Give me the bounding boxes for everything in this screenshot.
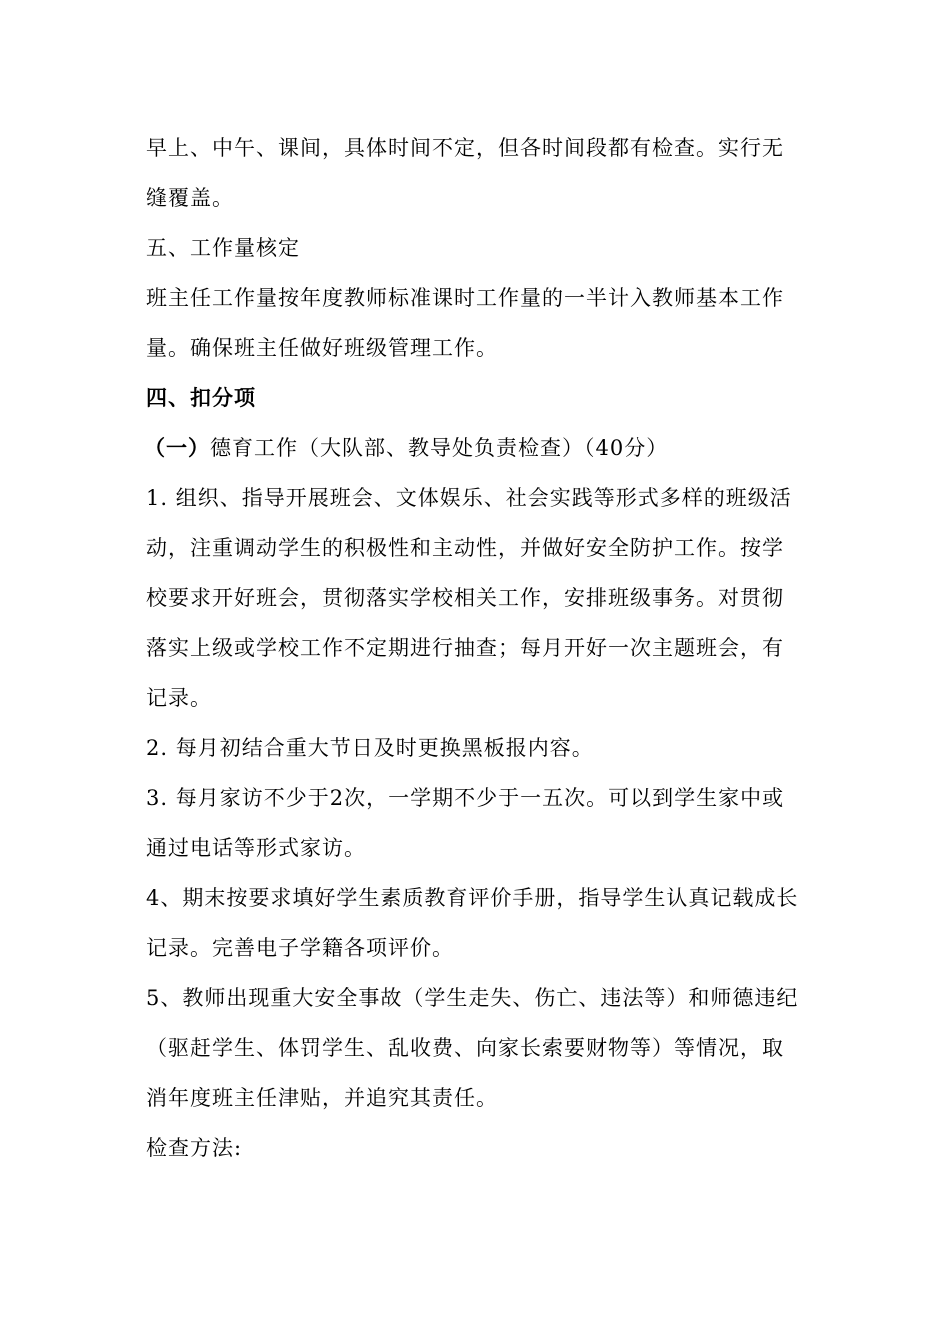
- list-item-line: 消年度班主任津贴，并追究其责任。: [146, 1086, 498, 1110]
- section-heading-deductions: 四、扣分项: [146, 385, 256, 410]
- list-item-line: 记录。完善电子学籍各项评价。: [146, 936, 454, 960]
- section-heading-workload: 五、工作量核定: [146, 236, 300, 260]
- subsection-title: 德育工作（大队部、教导处负责检查）（40分）: [210, 436, 669, 460]
- subsection-number: （一）: [144, 435, 210, 460]
- list-item-line: 校要求开好班会，贯彻落实学校相关工作，安排班级事务。对贯彻: [146, 586, 784, 610]
- paragraph-line: 缝覆盖。: [146, 186, 234, 210]
- list-item-line: 记录。: [146, 686, 212, 710]
- list-item-line: 1. 组织、指导开展班会、文体娱乐、社会实践等形式多样的班级活: [146, 486, 792, 510]
- list-item-line: （驱赶学生、体罚学生、乱收费、向家长索要财物等）等情况，取: [146, 1036, 784, 1060]
- list-item-line: 动，注重调动学生的积极性和主动性，并做好安全防护工作。按学: [146, 536, 784, 560]
- subsection-heading: [144, 434, 668, 462]
- list-item-line: 4、期末按要求填好学生素质教育评价手册，指导学生认真记载成长: [146, 886, 799, 910]
- inspection-method-label: 检查方法:: [146, 1136, 243, 1160]
- list-item-line: 落实上级或学校工作不定期进行抽查；每月开好一次主题班会，有: [146, 636, 784, 660]
- list-item-line: 2. 每月初结合重大节日及时更换黑板报内容。: [146, 736, 594, 760]
- list-item-line: 通过电话等形式家访。: [146, 836, 366, 860]
- paragraph-line: 班主任工作量按年度教师标准课时工作量的一半计入教师基本工作: [146, 286, 784, 310]
- list-item-line: 5、教师出现重大安全事故（学生走失、伤亡、违法等）和师德违纪: [146, 986, 799, 1010]
- paragraph-line: 量。确保班主任做好班级管理工作。: [146, 336, 498, 360]
- paragraph-line: 早上、中午、课间，具体时间不定，但各时间段都有检查。实行无: [146, 136, 784, 160]
- list-item-line: 3. 每月家访不少于2次，一学期不少于一五次。可以到学生家中或: [146, 786, 785, 810]
